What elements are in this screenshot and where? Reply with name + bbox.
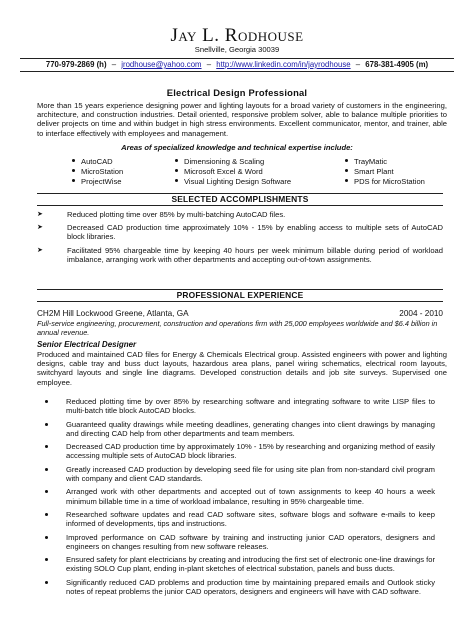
separator: – bbox=[206, 60, 212, 69]
skills-column-3 bbox=[345, 157, 425, 186]
skills-column-1 bbox=[72, 157, 123, 186]
list-item: Researched software updates and read CAD software sites, software blogs and software e-mails to keep informed of developments, tips and instructions. bbox=[45, 510, 435, 528]
candidate-address: Snellville, Georgia 30039 bbox=[194, 45, 280, 54]
title-text: Electrical Design Professional bbox=[166, 87, 308, 98]
list-item: Decreased CAD production time by approximately 10% - 15% by researching and organizing method of easily accessing multiple sets of AutoCAD block libraries. bbox=[45, 442, 435, 460]
employer-description: Full-service engineering, procurement, construction and operations firm with 25,000 employees worldwide and $6.4 billion in annual revenue. bbox=[37, 319, 438, 337]
home-phone: 770-979-2869 (h) bbox=[45, 60, 107, 69]
arrow-bullet-icon: ➤ bbox=[37, 211, 43, 218]
list-item: Reduced plotting time by over 85% by researching software and integrating software to write LISP files to multi-batch title block AutoCAD blocks. bbox=[45, 397, 435, 415]
bullet-icon bbox=[72, 159, 75, 162]
bullet-icon bbox=[175, 179, 178, 182]
expertise-heading: Areas of specialized knowledge and technical expertise include: bbox=[121, 143, 353, 152]
job-header bbox=[37, 309, 443, 319]
bullet-icon bbox=[45, 513, 48, 516]
job-bullets bbox=[45, 397, 435, 600]
skill-item: AutoCAD bbox=[72, 157, 123, 167]
job-role: Senior Electrical Designer bbox=[37, 340, 137, 349]
summary-paragraph: More than 15 years experience designing power and lighting layouts for a broad variety of customers in the engineering, architecture, and construction industries. Detail oriented, responsive problem solver, able to balance multiple priorities to deliver projects on time and within budget in high stress environments. Excellent communicator, mentor, and trainer, able to interface effectively with employees and management. bbox=[37, 101, 447, 138]
bullet-icon bbox=[345, 179, 348, 182]
mobile-phone: 678-381-4905 (m) bbox=[365, 60, 429, 69]
list-item: Guaranteed quality drawings while meeting deadlines, generating changes into client drawings by managing and directing CAD help from other departments and team members. bbox=[45, 420, 435, 438]
skill-item: Microsoft Excel & Word bbox=[175, 167, 291, 177]
experience-heading: PROFESSIONAL EXPERIENCE bbox=[37, 289, 443, 302]
arrow-bullet-icon: ➤ bbox=[37, 246, 43, 254]
bullet-icon bbox=[45, 468, 48, 471]
bullet-icon bbox=[45, 490, 48, 493]
list-item: Ensured safety for plant electricians by creating and introducing the first set of electronic one-line drawings for existing SOLO Cup plant, ending in-plant sketches of electrical substation, panels and buss ducts. bbox=[45, 555, 435, 573]
bullet-icon bbox=[345, 169, 348, 172]
job-responsibilities: Produced and maintained CAD files for Energy & Chemicals Electrical group. Assisted engineers with power and lighting designs, cable tray and buss duct layouts, hazardous area plans, panel wiring schematics, electrical room layouts, switchyard layouts and single line diagrams. Developed construction details and job site surveys. Supervised one employee. bbox=[37, 350, 447, 387]
arrow-bullet-icon: ➤ bbox=[37, 224, 43, 232]
skill-item: TrayMatic bbox=[345, 157, 425, 167]
skill-item: ProjectWise bbox=[72, 177, 123, 187]
bullet-icon bbox=[72, 169, 75, 172]
bullet-icon bbox=[345, 159, 348, 162]
bullet-icon bbox=[45, 445, 48, 448]
linkedin-link[interactable]: http://www.linkedin.com/in/jayrodhouse bbox=[216, 60, 351, 69]
list-item: Significantly reduced CAD problems and production time by maintaining prepared emails and Outlook sticky notes of repeat problems the junior CAD operators, designers and engineers will have with CAD software. bbox=[45, 578, 435, 596]
bullet-icon bbox=[175, 169, 178, 172]
employer-name: CH2M Hill Lockwood Greene, Atlanta, GA bbox=[37, 309, 189, 318]
separator: – bbox=[111, 60, 117, 69]
employment-dates: 2004 - 2010 bbox=[399, 309, 443, 318]
skill-item: PDS for MicroStation bbox=[345, 177, 425, 187]
accomplishments-list bbox=[37, 210, 443, 268]
bullet-icon bbox=[45, 558, 48, 561]
separator: – bbox=[355, 60, 361, 69]
bullet-icon bbox=[72, 179, 75, 182]
bullet-icon bbox=[45, 400, 48, 403]
skill-item: Smart Plant bbox=[345, 167, 425, 177]
bullet-icon bbox=[45, 536, 48, 539]
contact-bar bbox=[20, 58, 454, 72]
professional-title bbox=[0, 87, 474, 98]
list-item: Greatly increased CAD production by developing seed file for using site plan from non-standard civil program with company and client CAD standards. bbox=[45, 465, 435, 483]
candidate-name: Jay L. Rodhouse bbox=[170, 25, 304, 46]
list-item: Improved performance on CAD software by training and instructing junior CAD operators, designers and engineers on changes resulting from new software releases. bbox=[45, 533, 435, 551]
skill-item: MicroStation bbox=[72, 167, 123, 177]
accomplishment-item: ➤ Reduced plotting time over 85% by multi-batching AutoCAD files. bbox=[37, 210, 286, 219]
skill-item: Dimensioning & Scaling bbox=[175, 157, 291, 167]
skill-item: Visual Lighting Design Software bbox=[175, 177, 291, 187]
bullet-icon bbox=[175, 159, 178, 162]
accomplishment-item: ➤ Facilitated 95% chargeable time by keeping 40 hours per week minimum billable during period of workload imbalance, arranging work with other departments and accepting out-of-town assignments. bbox=[37, 245, 443, 264]
bullet-icon bbox=[45, 423, 48, 426]
list-item: Arranged work with other departments and accepted out of town assignments to keep 40 hours a week minimum billable time in a time of workload imbalance, resulting in 95% chargeable time. bbox=[45, 487, 435, 505]
email-link[interactable]: jrodhouse@yahoo.com bbox=[121, 60, 202, 69]
accomplishment-item: ➤ Decreased CAD production time approximately 10% - 15% by enabling access to multiple sets of AutoCAD block libraries. bbox=[37, 223, 443, 242]
accomplishments-heading: SELECTED ACCOMPLISHMENTS bbox=[37, 193, 443, 206]
bullet-icon bbox=[45, 581, 48, 584]
skills-column-2 bbox=[175, 157, 291, 186]
